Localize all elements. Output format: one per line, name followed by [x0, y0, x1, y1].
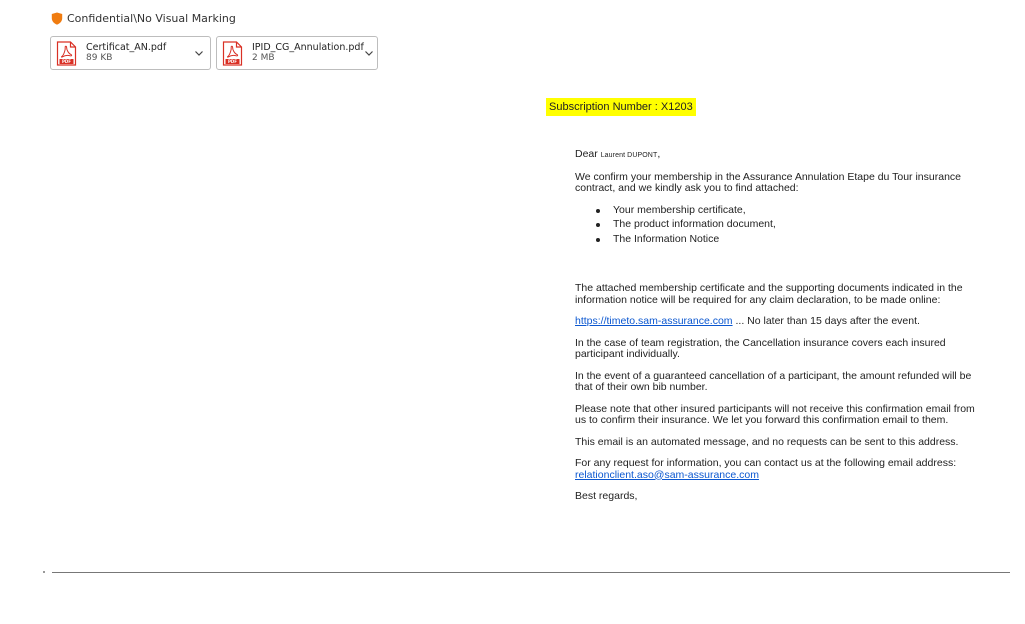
contact-paragraph — [575, 458, 981, 481]
svg-text:PDF: PDF — [228, 58, 237, 64]
list-item-text: The product information document, — [613, 218, 776, 230]
attachment-size: 89 KB — [86, 53, 113, 63]
intro-paragraph: We confirm your membership in the Assurance Annulation Etape du Tour insurance contract, and we kindly ask you to find attached: — [575, 170, 961, 194]
attachment-name: Certificat_AN.pdf — [86, 42, 167, 53]
attachment-ipid[interactable] — [216, 36, 378, 70]
bullet-dot — [596, 223, 600, 227]
claim-link[interactable]: https://timeto.sam-assurance.com — [575, 315, 733, 327]
bullet-dot — [596, 238, 600, 242]
attachment-name: IPID_CG_Annulation.pdf — [252, 42, 364, 53]
bottom-divider — [52, 572, 1010, 573]
shield-icon — [51, 12, 63, 25]
contact-text: For any request for information, you can contact us at the following email address: — [575, 457, 957, 469]
claim-link-paragraph — [575, 316, 981, 328]
greeting-prefix: Dear — [575, 148, 598, 160]
subscription-number: Subscription Number : X1203 — [546, 98, 696, 116]
email-body — [575, 149, 981, 513]
list-item-text: The Information Notice — [613, 232, 720, 245]
closing: Best regards, — [575, 490, 638, 502]
chevron-down-icon[interactable] — [194, 48, 204, 58]
claim-paragraph: The attached membership certificate and the supporting documents indicated in the information notice will be required for any claim declaration, to be made online: — [575, 282, 963, 306]
recipient-name: Laurent DUPONT — [600, 152, 658, 159]
automated-paragraph: This email is an automated message, and no requests can be sent to this address. — [575, 435, 959, 448]
greeting — [575, 149, 981, 162]
attachment-list — [50, 36, 378, 70]
attachment-bullets — [575, 205, 981, 246]
list-item — [575, 234, 981, 246]
pdf-icon — [56, 41, 77, 66]
team-paragraph: In the case of team registration, the Cancellation insurance covers each insured participant individually. — [575, 336, 946, 360]
list-item-text: Your membership certificate, — [613, 203, 746, 216]
svg-text:PDF: PDF — [62, 58, 71, 64]
contact-email-link[interactable]: relationclient.aso@sam-assurance.com — [575, 468, 759, 481]
sensitivity-label — [51, 12, 236, 25]
attachment-size: 2 MB — [252, 53, 275, 63]
forward-paragraph: Please note that other insured participants will not receive this confirmation email from us to confirm their insurance. We let you forward this confirmation email to them. — [575, 402, 975, 426]
divider-marker — [43, 571, 45, 573]
list-item — [575, 205, 981, 217]
bullet-dot — [596, 209, 600, 213]
list-item — [575, 219, 981, 231]
refund-paragraph: In the event of a guaranteed cancellation of a participant, the amount refunded will be that of their own bib number. — [575, 369, 972, 393]
sensitivity-text: Confidential\No Visual Marking — [67, 12, 236, 25]
claim-deadline: ... No later than 15 days after the event. — [732, 315, 920, 327]
attachment-certificat[interactable] — [50, 36, 211, 70]
greeting-suffix: , — [657, 148, 661, 160]
pdf-icon — [222, 41, 243, 66]
chevron-down-icon[interactable] — [364, 48, 374, 58]
